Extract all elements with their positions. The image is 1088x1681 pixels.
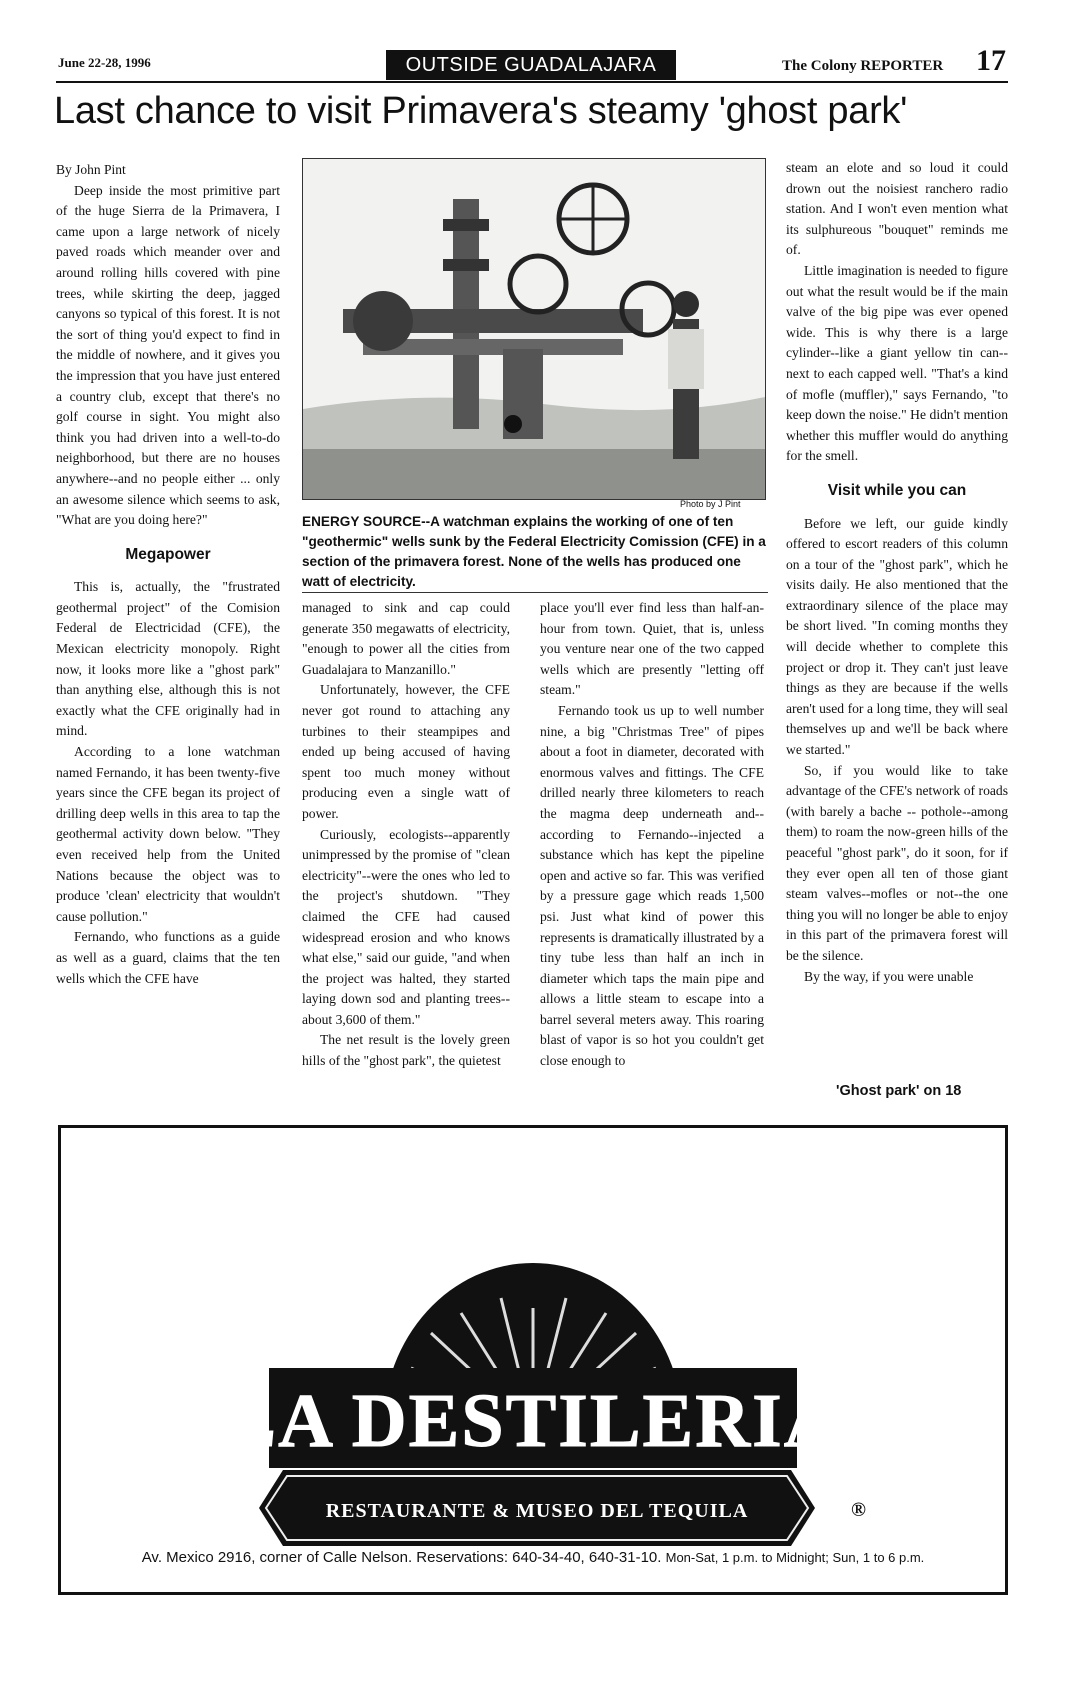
paragraph: Unfortunately, however, the CFE never got round to attaching any turbines to their steampipes and ended up being accused of having spent too much money without producing even a single watt of power. bbox=[302, 682, 510, 821]
article-column-4 bbox=[786, 158, 1008, 987]
masthead-rule bbox=[56, 81, 1008, 83]
paragraph: Fernando took us up to well number nine, a big "Christmas Tree" of pipes about a foot in diameter, decorated with enormous valves and fittings. The CFE drilled nearly three kilometers to reach the magma deep underneath and--according to Fernando--injected a substance which has kept the pipeline open and active so far. This was verified by a pressure gage which reads 1,500 psi. Just what kind of power this represents is dramatically illustrated by a tiny tube less than half an inch in diameter which taps the main pipe and allows a little steam to escape into a barrel several meters away. This roaring blast of vapor is so hot you couldn't get close enough to bbox=[540, 702, 764, 1069]
headline: Last chance to visit Primavera's steamy 'ghost park' bbox=[54, 90, 908, 132]
ad-address: Av. Mexico 2916, corner of Calle Nelson. Reservations: 640-34-40, 640-31-10. bbox=[141, 1549, 662, 1566]
article-photo bbox=[302, 158, 766, 500]
paragraph: Deep inside the most primitive part of the huge Sierra de la Primavera, I came upon a large network of nicely paved roads which meander over and around rolling hills covered with pine trees, while skirting the deep, jagged canyons so typical of this forest. It is not the sort of thing you'd expect to find in the middle of nowhere, and it gives you the impression that you have just entered a country club, except that there's no golf course in sight. You might also think you had driven into a well-to-do neighborhood, but there are no houses anywhere--and no people either ... only an awesome silence which seems to ask, "What are you doing here?" bbox=[56, 182, 280, 528]
article-column-1 bbox=[56, 160, 280, 989]
paper-name: The Colony REPORTER bbox=[782, 58, 944, 74]
paragraph: place you'll ever find less than half-an-hour from town. Quiet, that is, unless you venture near one of the two capped wells which are presently "letting off steam." bbox=[540, 600, 764, 698]
subhead-visit: Visit while you can bbox=[827, 481, 967, 499]
paragraph: Little imagination is needed to figure out what the result would be if the main valve of the big pipe was ever opened wide. This is why there is a large cylinder--like a giant yellow tin can--next to each capped well. "That's a kind of mofle (muffler)," says Fernando, "to keep down the noise." He didn't mention whether this muffler would do anything for the smell. bbox=[786, 262, 1008, 464]
photo-credit: Photo by J Pint bbox=[680, 499, 741, 509]
photo-caption: ENERGY SOURCE--A watchman explains the working of one of ten "geothermic" wells sunk by the Federal Electricity Comission (CFE) in a section of the primavera forest. None of the wells has produced one watt of electricity. bbox=[302, 514, 766, 589]
ad-address-line bbox=[60, 1549, 1006, 1566]
section-banner: OUTSIDE GUADALAJARA bbox=[386, 50, 676, 80]
paragraph: According to a lone watchman named Fernando, it has been twenty-five years since the CFE began its project of drilling deep wells in this area to tap the geothermal activity down below. "They even received help from the United Nations because the object was to produce 'clean' electricity that wouldn't cause pollution." bbox=[56, 744, 280, 924]
ad-brand-name: LA DESTILERIA bbox=[225, 1379, 841, 1463]
paragraph: Before we left, our guide kindly offered to escort readers of this column on a tour of the "ghost park", which he visits daily. He also mentioned that the extraordinary silence of the place may be short lived. "In coming months they will decide whether to complete this project or drop it. They can't just leave things as they are because if the wells aren't used for a long time, they will seal themselves up and we'll be back where we started." bbox=[786, 515, 1008, 758]
paragraph: managed to sink and cap could generate 350 megawatts of electricity, "enough to power all the cities from Guadalajara to Manzanillo." bbox=[302, 600, 510, 677]
paragraph: By the way, if you were unable bbox=[804, 968, 974, 984]
wellhead-photo-illustration bbox=[303, 159, 765, 499]
paragraph: Curiously, ecologists--apparently unimpressed by the promise of "clean electricity"--were the ones who led to the project's shutdown. "They claimed the CFE had caused widespread erosion and who knows what else," said our guide, "and when the project was halted, they started laying down sod and planting trees--about 3,600 of them." bbox=[302, 826, 510, 1027]
page-number: 17 bbox=[976, 44, 1006, 77]
ad-hours: Mon-Sat, 1 p.m. to Midnight; Sun, 1 to 6 p.m. bbox=[665, 1550, 925, 1565]
paragraph: steam an elote and so loud it could drown out the noisiest ranchero radio station. And I won't even mention what its sulphureous "bouquet" reminds me of. bbox=[786, 160, 1008, 258]
la-destileria-logo bbox=[61, 1128, 1005, 1548]
ad-tagline: RESTAURANTE & MUSEO DEL TEQUILA bbox=[325, 1500, 749, 1522]
byline: By John Pint bbox=[56, 162, 126, 177]
continued-jump-line: 'Ghost park' on 18 bbox=[836, 1083, 962, 1099]
article-column-2 bbox=[302, 598, 510, 1072]
caption-rule bbox=[302, 592, 768, 593]
paragraph: The net result is the lovely green hills of the "ghost park", the quietest bbox=[302, 1032, 510, 1069]
registered-mark: ® bbox=[851, 1499, 866, 1521]
paragraph: Fernando, who functions as a guide as well as a guard, claims that the ten wells which the CFE have bbox=[56, 929, 280, 986]
advertisement bbox=[58, 1125, 1008, 1595]
paragraph: So, if you would like to take advantage of the CFE's network of roads (with barely a bache -- pothole--among them) to roam the now-green hills of the peaceful "ghost park", do it soon, for if they ever open all ten of those giant steam valves--mofles or not--the one thing you will no longer be able to enjoy in this part of the primavera forest will be the silence. bbox=[786, 762, 1008, 963]
article-column-3 bbox=[540, 598, 764, 1072]
paragraph: This is, actually, the "frustrated geothermal project" of the Comision Federal de Electricidad (CFE), the Mexican electricity monopoly. Right now, it looks more like a "ghost park" than anything else, although this is not exactly what the CFE originally had in mind. bbox=[56, 579, 280, 739]
subhead-megapower: Megapower bbox=[125, 545, 211, 563]
issue-date: June 22-28, 1996 bbox=[58, 55, 151, 70]
